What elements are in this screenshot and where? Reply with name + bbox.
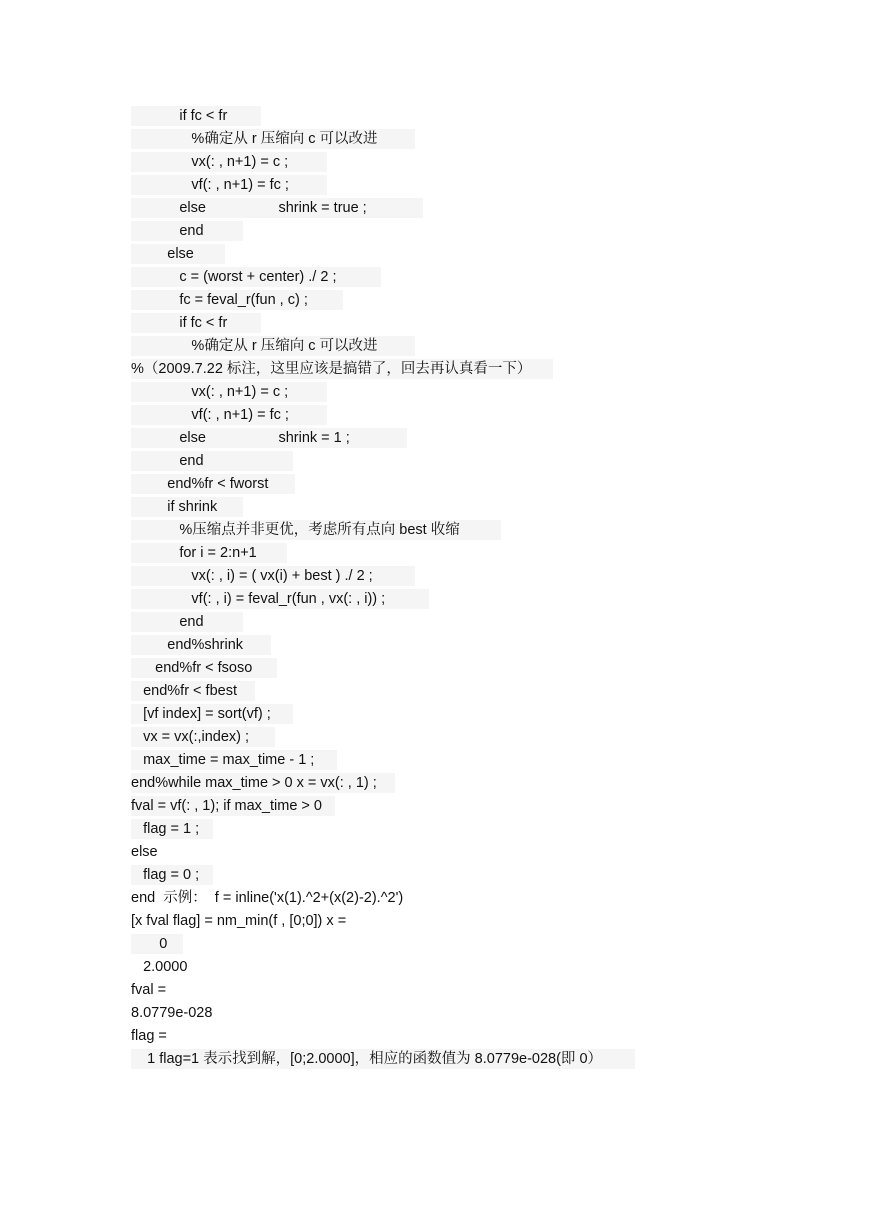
code-line-22: vf(: , i) = feval_r(fun , vx(: , i)) ;	[131, 589, 429, 609]
code-line-33: else	[131, 844, 158, 860]
code-line-32: flag = 1 ;	[131, 819, 213, 839]
code-line-7: else	[131, 244, 225, 264]
code-line-1: if fc < fr	[131, 106, 261, 126]
code-line-40: 8.0779e-028	[131, 1005, 213, 1021]
code-line-41: flag =	[131, 1028, 167, 1044]
code-line-29: max_time = max_time - 1 ;	[131, 750, 337, 770]
code-line-17: end%fr < fworst	[131, 474, 295, 494]
code-line-3: vx(: , n+1) = c ;	[131, 152, 327, 172]
code-line-36: [x fval flag] = nm_min(f , [0;0]) x =	[131, 913, 347, 929]
code-line-27: [vf index] = sort(vf) ;	[131, 704, 293, 724]
code-line-4: vf(: , n+1) = fc ;	[131, 175, 327, 195]
code-line-42: 1 flag=1 表示找到解，[0;2.0000]，相应的函数值为 8.0779e-028(即 0）	[131, 1049, 635, 1069]
code-line-35: end 示例： f = inline('x(1).^2+(x(2)-2).^2')	[131, 890, 404, 906]
code-line-2: %确定从 r 压缩向 c 可以改进	[131, 129, 415, 149]
code-line-18: if shrink	[131, 497, 243, 517]
code-line-16: end	[131, 451, 293, 471]
code-line-12: %（2009.7.22 标注，这里应该是搞错了，回去再认真看一下）	[131, 359, 553, 379]
code-line-9: fc = feval_r(fun , c) ;	[131, 290, 343, 310]
code-line-39: fval =	[131, 982, 167, 998]
code-line-21: vx(: , i) = ( vx(i) + best ) ./ 2 ;	[131, 566, 415, 586]
code-line-13: vx(: , n+1) = c ;	[131, 382, 327, 402]
code-line-19: %压缩点并非更优，考虑所有点向 best 收缩	[131, 520, 501, 540]
code-line-34: flag = 0 ;	[131, 865, 213, 885]
code-line-20: for i = 2:n+1	[131, 543, 287, 563]
code-line-23: end	[131, 612, 243, 632]
code-line-8: c = (worst + center) ./ 2 ;	[131, 267, 381, 287]
code-line-28: vx = vx(:,index) ;	[131, 727, 275, 747]
code-line-31: fval = vf(: , 1); if max_time > 0	[131, 796, 335, 816]
code-line-30: end%while max_time > 0 x = vx(: , 1) ;	[131, 773, 395, 793]
code-line-24: end%shrink	[131, 635, 271, 655]
code-line-37: 0	[131, 934, 183, 954]
code-line-38: 2.0000	[131, 959, 188, 975]
code-line-5: else shrink = true ;	[131, 198, 423, 218]
code-line-26: end%fr < fbest	[131, 681, 255, 701]
code-line-25: end%fr < fsoso	[131, 658, 277, 678]
code-line-15: else shrink = 1 ;	[131, 428, 407, 448]
code-line-14: vf(: , n+1) = fc ;	[131, 405, 327, 425]
code-line-11: %确定从 r 压缩向 c 可以改进	[131, 336, 415, 356]
code-line-10: if fc < fr	[131, 313, 261, 333]
code-line-6: end	[131, 221, 243, 241]
